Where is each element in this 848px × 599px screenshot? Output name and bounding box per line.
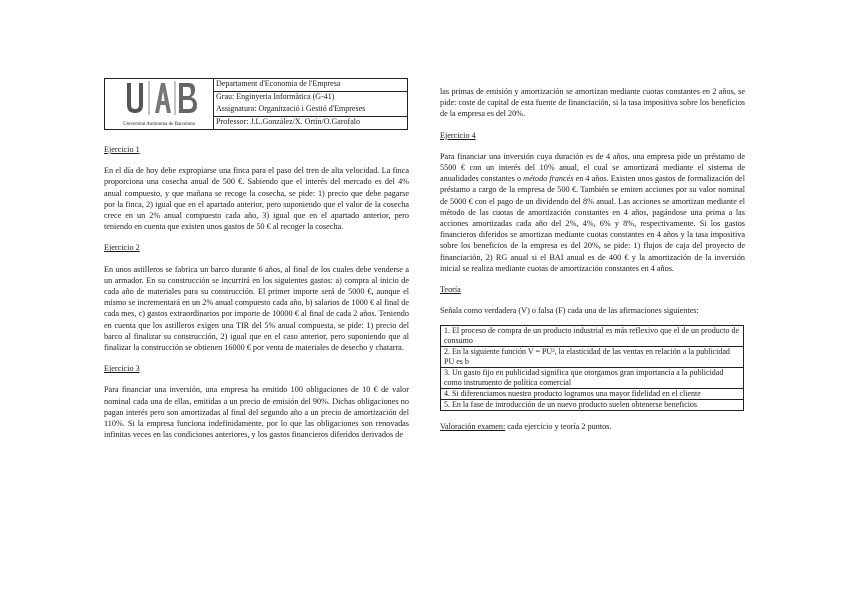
university-logo [107, 79, 211, 129]
grading-text: cada ejercicio y teoría 2 puntos. [505, 422, 612, 432]
theory-statement: 3. Un gasto fijo en publicidad significa que otorgamos gran importancia a la publicidad como instrumento de política comercial [441, 368, 744, 389]
header-table [104, 78, 408, 130]
exercise-2-text: En unos astilleros se fabrica un barco durante 6 años, al final de los cuales debe venderse a un armador. En su construcción se incurrirá en los siguientes gastos: a) compra al inicio de cada año de materiales para su construcción. El primer importe será de 5000 €, aunque el mismo se incrementará en un 2% anual compuesto cada año, b) salarios de 1000 € al final de cada mes, c) gastos extraordinarios por importe de 10000 € al final de cada 2 años. Teniendo en cuenta que los astilleros exigen una TIR del 5% anual compuesta, se pide: 1) precio del barco al finalizar su construcción, 2) igual que en el caso anterior, pero suponiendo que al finalizar la construcción se obtienen 16000 € por venta de materiales de desecho y chatarra. [104, 264, 409, 353]
uab-logo-icon [109, 79, 209, 123]
grading-label: Valoración examen: [440, 422, 506, 432]
theory-statement: 2. En la siguiente función V = PU², la elasticidad de las ventas en relación a la publicidad PU es b [441, 347, 744, 368]
degree-cell: Grau: Enginyeria Informàtica (G-41) [214, 92, 408, 104]
grading-note [440, 421, 745, 432]
professors-cell: Professor: J.L.González/X. Ortín/O.Garofalo [214, 116, 408, 129]
exercise-4-text [440, 151, 745, 274]
exercise-4-title: Ejercicio 4 [440, 130, 476, 140]
department-cell: Departament d'Economia de l'Empresa [214, 79, 408, 92]
exercise-1-title: Ejercicio 1 [104, 145, 140, 154]
exercise-4-text-b: en 4 años. Existen unos gastos de formalización del préstamo a cargo de la empresa de 500 €. También se emiten acciones por su valor nominal de 5000 € con el pago de un dividendo del 8% anual. Las acciones se amortizan mediante el método de las cuotas de amortización constantes en 4 años, pagándose una prima a las acciones amortizadas cada año del 2%, 4%, 6% y 8%, respectivamente. Si los gastos financieros diferidos se amortizan mediante cuotas constantes en 4 años y la tasa impositiva sobre los beneficios de la empresa es del 20%, se pide: 1) flujos de caja del proyecto de financiación, 2) RG anual si el BAI anual es de 400 € y la amortización de la inversión inicial se realiza mediante cuotas de amortización constantes en 4 años. [440, 174, 745, 273]
logo-cell [105, 79, 214, 130]
exercise-3-continued: las primas de emisión y amortización se amortizan mediante cuotas constantes en 2 años, se pide: coste de capital de esta fuente de financiación, si la tasa impositiva sobre los beneficios de la empresa es del 20%. [440, 87, 745, 119]
right-column [440, 86, 745, 433]
exercise-2-title: Ejercicio 2 [104, 243, 140, 253]
subject-cell: Assignatura: Organització i Gestió d'Empreses [214, 104, 408, 116]
exercise-1-text: En el día de hoy debe expropiarse una finca para el paso del tren de alta velocidad. La finca proporciona una cosecha anual de 500 €. Sabiendo que el interés del mercado es del 4% anual compuesto, y que mañana se recoge la cosecha, se pide: 1) precio que debe pagarse por la finca, 2) igual que en el apartado anterior, pero suponiendo que el valor de la cosecha crece en un 2% anual compuesto cada año, 3) igual que en el apartado anterior, pero teniendo en cuenta que existen unos gastos de 50 € al recoger la cosecha. [104, 166, 409, 232]
exercise-3-title: Ejercicio 3 [104, 364, 140, 374]
exercise-4-text-a: Para financiar una inversión cuya duración es de 4 años, una empresa pide un préstamo de 5500 € con un interés del 10% anual, el cual se amortizará mediante el sistema de anualidades constantes o [440, 151, 745, 184]
logo-caption: Universitat Autònoma de Barcelona [123, 122, 195, 127]
theory-statement: 4. Si diferenciamos nuestro producto logramos una mayor fidelidad en el cliente [441, 389, 744, 400]
exercise-3-text: Para financiar una inversión, una empresa ha emitido 100 obligaciones de 10 € de valor nominal cada una de ellas, emitidas a un precio de emisión del 90%. Dichas obligaciones no pagan interés pero son amortizadas al final del segundo año a un precio de amortización del 110%. Si la empresa funciona indefinidamente, por lo que las obligaciones son renovadas infinitas veces en las condiciones anteriores, y los gastos financieros diferidos derivados de [104, 385, 409, 440]
left-column [104, 78, 409, 440]
theory-statements-table [440, 325, 744, 411]
theory-statement: 1. El proceso de compra de un producto industrial es más reflexivo que el de un producto de consumo [441, 326, 744, 347]
theory-title: Teoría [440, 285, 461, 295]
theory-intro: Señala como verdadera (V) o falsa (F) cada una de las afirmaciones siguientes: [440, 306, 699, 316]
french-method-term: método francés [523, 174, 574, 184]
theory-statement: 5. En la fase de introducción de un nuevo producto suelen obtenerse beneficios [441, 400, 744, 411]
